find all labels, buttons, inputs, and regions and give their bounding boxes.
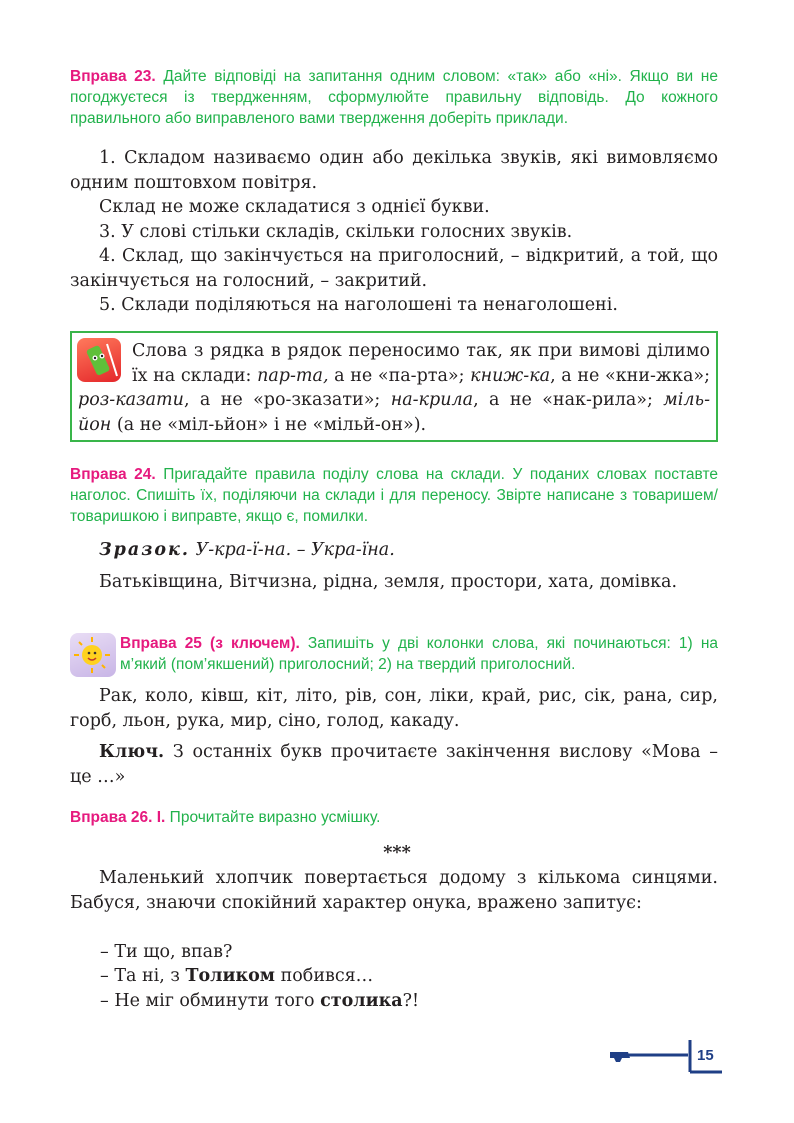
exercise-25-body xyxy=(70,684,718,789)
page-number: 15 xyxy=(697,1047,714,1064)
exercise-25-label: Вправа 25 (з ключем). xyxy=(120,635,300,652)
stars-divider: *** xyxy=(383,843,411,863)
rule-box xyxy=(70,331,718,442)
sample-text: У-кра-ї-на. – Укра-їна. xyxy=(189,540,395,560)
list-item: 4. Склад, що закінчується на приголосний, – відкритий, а той, що закінчується на голосний, – закритий. xyxy=(70,246,718,291)
dialog-line-1: – Ти що, впав? xyxy=(100,942,233,962)
dialog-line-3: – Не міг обминути того столика?! xyxy=(100,991,420,1011)
exercise-25-task xyxy=(120,633,718,675)
dialog-line-2: – Та ні, з Толиком побився… xyxy=(100,966,374,986)
exercise-24-label: Вправа 24. xyxy=(70,466,156,483)
exercise-23-task xyxy=(70,66,718,129)
key-text: З останніх букв прочитаєте закінчення вислову «Мова – це …» xyxy=(70,742,718,787)
exercise-25-words: Рак, коло, ківш, кіт, літо, рів, сон, ліки, край, рис, сік, рана, сир, горб, льон, рука, мир, сіно, голод, какаду. xyxy=(70,686,718,731)
list-item: 3. У слові стільки складів, скільки голосних звуків. xyxy=(99,221,573,242)
exercise-23-items xyxy=(70,146,718,318)
exercise-25-text: Запишіть у дві колонки слова, які починаються: 1) на м’який (пом’якшений) приголосний; 2) на твердий приголосний. xyxy=(120,635,718,673)
exercise-24-text: Пригадайте правила поділу слова на склади. У поданих словах поставте наголос. Спишіть їх, поділяючи на склади і для переносу. Звірте написане з товаришем/товаришкою і виправте, якщо є, помилки. xyxy=(70,466,718,525)
key-label: Ключ. xyxy=(99,742,165,762)
rule-text: Слова з рядка в рядок переносимо так, як при вимові ділимо їх на склади: пар-та, а не «па-рта»; книж-ка, а не «кни-жка»; роз-казати, а не «ро-зказати»; на-крила, а не «нак-рила»; міль- йон (а не «міл-ьйон» і не «мільй-он»). xyxy=(78,341,710,435)
sun-icon xyxy=(70,633,116,677)
exercise-23-text: Дайте відповіді на запитання одним словом: «так» або «ні». Якщо ви не погоджуєтеся із твердженням, сформулюйте правильну відповідь. До кожного правильного або виправленого вами твердження доберіть приклади. xyxy=(70,68,718,127)
key-line xyxy=(70,740,718,789)
exercise-24-task xyxy=(70,464,718,527)
exercise-26-text: Прочитайте виразно усмішку. xyxy=(165,809,381,826)
sample-line xyxy=(70,538,718,563)
exercise-26-task xyxy=(70,807,718,828)
exercise-24-words: Батьківщина, Вітчизна, рідна, земля, простори, хата, домівка. xyxy=(99,571,678,592)
exercise-26-label: Вправа 26. І. xyxy=(70,809,166,826)
exercise-24-body xyxy=(70,538,718,594)
list-item: 5. Склади поділяються на наголошені та ненаголошені. xyxy=(99,295,618,315)
list-item: Склад не може складатися з однієї букви. xyxy=(99,197,490,217)
story-paragraph: Маленький хлопчик повертається додому з кількома синцями. Бабуся, знаючи спокійний характер онука, вражено запитує: xyxy=(70,868,718,913)
exercise-23-label: Вправа 23. xyxy=(70,68,156,85)
sample-label: Зразок. xyxy=(99,540,190,560)
exercise-26-paragraph xyxy=(70,866,718,915)
list-item: 1. Складом називаємо один або декілька звуків, які вимовляємо одним поштовхом повітря. xyxy=(70,148,718,193)
